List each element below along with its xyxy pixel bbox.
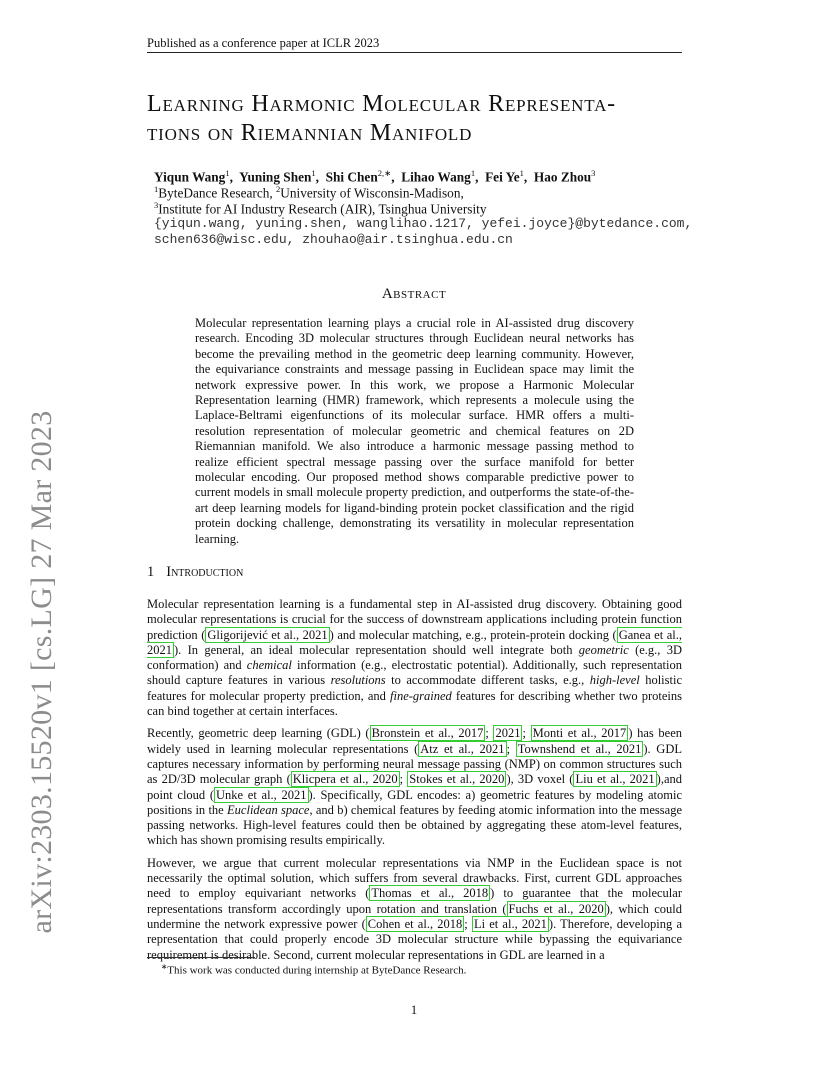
abstract-heading: Abstract bbox=[381, 286, 447, 302]
section-title: Introduction bbox=[166, 564, 244, 580]
author-mark: 1 bbox=[311, 168, 316, 178]
citation-link[interactable]: Cohen et al., 2018 bbox=[367, 916, 463, 931]
header-rule bbox=[147, 52, 682, 53]
title-line-2: tions on Riemannian Manifold bbox=[147, 120, 473, 146]
citation-link[interactable]: Atz et al., 2021 bbox=[420, 741, 505, 756]
email-line-2: schen636@wisc.edu, zhouhao@air.tsinghua.edu.cn bbox=[154, 232, 513, 247]
citation-link[interactable]: Fuchs et al., 2020 bbox=[508, 901, 604, 916]
citation-link[interactable]: Ganea et al., 2021 bbox=[147, 627, 682, 657]
author-mark: 1 bbox=[519, 168, 524, 178]
section-heading bbox=[147, 564, 243, 581]
author-name: Hao Zhou bbox=[533, 169, 592, 185]
author-name: Shi Chen bbox=[325, 169, 378, 185]
introduction-body bbox=[147, 597, 682, 970]
author-name: Yuning Shen bbox=[239, 169, 312, 185]
footnote-mark: ∗ bbox=[161, 962, 168, 971]
author-mark: 1 bbox=[225, 168, 230, 178]
abstract-text: Molecular representation learning plays a crucial role in AI-assisted drug discovery research. Encoding 3D molecular structures through Euclidean neural networks has become the prevailing method in the geometric deep learning community. However, the equivariance constraints and message passing in Euclidean space may limit the network expressive power. In this work, we propose a Harmonic Molecular Representation learning (HMR) framework, which represents a molecule using the Laplace-Beltrami eigenfunctions of its molecular surface. HMR offers a multi-resolution representation of molecular geometric and chemical features on 2D Riemannian manifold. We also introduce a harmonic message passing method to realize efficient spectral message passing over the surface manifold for better molecular encoding. Our proposed method shows comparable predictive power to current models in small molecule property prediction, and outperforms the state-of-the-art deep learning models for ligand-binding protein pocket classification and the rigid protein docking challenge, demonstrating its versatility in molecular representation learning. bbox=[195, 316, 634, 546]
author-mark: 2,∗ bbox=[377, 168, 392, 178]
citation-link[interactable]: Gligorijević et al., 2021 bbox=[207, 627, 328, 642]
paragraph: However, we argue that current molecular representations via NMP in the Euclidean space is not necessarily the optimal solution, which suffers from several drawbacks. First, current GDL approaches need to employ equivariant networks ( Thomas et al., 2018 ) to guarantee that the molecular representations transform accordingly upon rotation and translation ( Fuchs et al., 2020 ), which could undermine the network expressive power ( Cohen et al., 2018 ; Li et al., 2021 ). Therefore, developing a representation that could properly encode 3D molecular structure while bypassing the equivariance requirement is desirable. Second, current molecular representations in GDL are learned in a bbox=[147, 855, 683, 962]
citation-link[interactable]: Stokes et al., 2020 bbox=[409, 772, 505, 787]
affiliation-line-2: $^3$Institute for AI Industry Research (AIR), Tsinghua University bbox=[154, 200, 487, 217]
page-number: 1 bbox=[410, 1003, 418, 1017]
citation-link[interactable]: Li et al., 2021 bbox=[473, 916, 547, 931]
author-name: Yiqun Wang bbox=[154, 169, 226, 185]
citation-link[interactable]: Monti et al., 2017 bbox=[532, 726, 627, 741]
running-header: Published as a conference paper at ICLR 2023 bbox=[147, 36, 380, 50]
affiliation-line-1: $^1$ByteDance Research, $^2$University of Wisconsin-Madison, bbox=[154, 184, 464, 201]
footnote bbox=[161, 962, 466, 977]
footnote-rule bbox=[147, 957, 255, 958]
section-number: 1 bbox=[147, 564, 155, 580]
citation-link[interactable]: Townshend et al., 2021 bbox=[517, 741, 642, 756]
citation-link[interactable]: Unke et al., 2021 bbox=[216, 787, 307, 802]
author-list: Yiqun Wang$^1$, Yuning Shen$^1$, Shi Chen$^{2,∗}$, Lihao Wang$^1$, Fei Ye$^1$, Hao Zhou$^3$ bbox=[154, 168, 596, 185]
citation-link[interactable]: Liu et al., 2021 bbox=[575, 772, 655, 787]
paper-title bbox=[147, 90, 707, 148]
paragraph: Molecular representation learning is a fundamental step in AI-assisted drug discovery. Obtaining good molecular representations is crucial for the success of downstream applications including protein function prediction ( Gligorijević et al., 2021 ) and molecular matching, e.g., protein-protein docking ( Ganea et al., 2021 ). In general, an ideal molecular representation should well integrate both geometric (e.g., 3D conformation) and chemical information (e.g., electrostatic potential). Additionally, such representation should capture features in various resolutions to accommodate different tasks, e.g., high-level holistic features for molecular property prediction, and fine-grained features for describing whether two proteins can bind together at certain interfaces. bbox=[147, 597, 682, 719]
arxiv-watermark: arXiv:2303.15520v1 [cs.LG] 27 Mar 2023 bbox=[25, 410, 58, 934]
citation-link[interactable]: Bronstein et al., 2017 bbox=[371, 726, 484, 741]
author-mark: 1 bbox=[470, 168, 476, 178]
footnote-text: This work was conducted during internship at ByteDance Research. bbox=[167, 964, 467, 977]
citation-link[interactable]: Thomas et al., 2018 bbox=[371, 886, 489, 901]
title-line-1: Learning Harmonic Molecular Representa- bbox=[147, 91, 616, 117]
citation-link[interactable]: Klicpera et al., 2020 bbox=[292, 772, 398, 787]
author-mark: 3 bbox=[591, 168, 596, 178]
paragraph: Recently, geometric deep learning (GDL) ( Bronstein et al., 2017 ; 2021 ; Monti et al., 2017 ) has been widely used in learning molecular representations ( Atz et al., 2021 ; Townshend et al., 2021 ). GDL captures necessary information by performing neural message passing (NMP) on common structures such as 2D/3D molecular graph ( Klicpera et al., 2020 ; Stokes et al., 2020 ), 3D voxel ( Liu et al., 2021 ),and point cloud ( Unke et al., 2021 ). Specifically, GDL encodes: a) geometric features by modeling atomic positions in the Euclidean space, and b) chemical features by feeding atomic information into the message passing networks. High-level features could then be obtained by aggregating these atom-level features, which has shown promising results empirically. bbox=[147, 726, 683, 848]
citation-link[interactable]: 2021 bbox=[495, 726, 521, 741]
email-line-1: {yiqun.wang, yuning.shen, wanglihao.1217, yefei.joyce}@bytedance.com, bbox=[154, 216, 693, 231]
author-name: Fei Ye bbox=[485, 169, 520, 185]
author-name: Lihao Wang bbox=[401, 169, 471, 185]
